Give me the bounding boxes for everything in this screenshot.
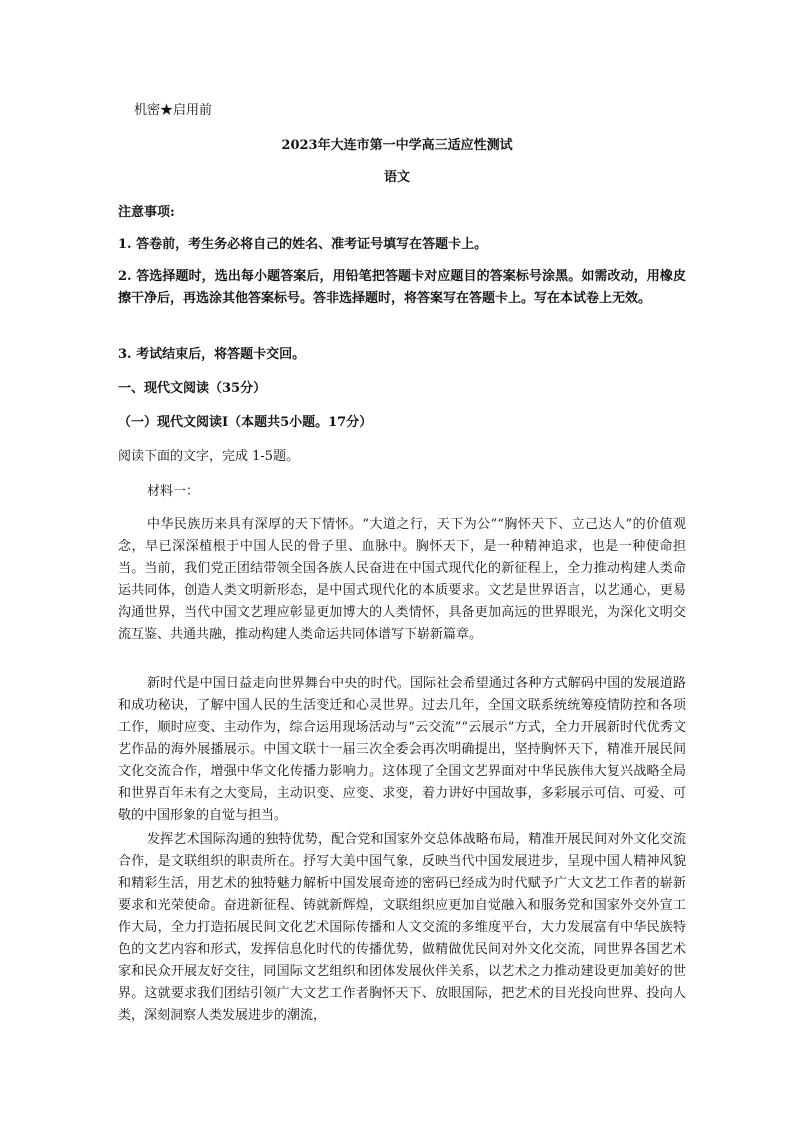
material-paragraph-3: 发挥艺术国际沟通的独特优势，配合党和国家外交总体战略布局，精准开展民间对外文化交流合作，是文联组织的职责所在。抒写大美中国气象，反映当代中国发展进步，呈现中国人精神风貌和精彩生活，用艺术的独特魅力解析中国发展奇迹的密码已经成为时代赋予广大文艺工作者的崭新要求和光荣使命。奋进新征程、铸就新辉煌，文联组织应更加自觉融入和服务党和国家外交外宣工作大局，全力打造拓展民间文化艺术国际传播和人文交流的多维度平台，大力发展富有中华民族特色的文艺内容和形式，发挥信息化时代的传播优势，做精做优民间对外文化交流，同世界各国艺术家和民众开展友好交往，同国际文艺组织和团体发展伙伴关系，以艺术之力推动建设更加美好的世界。这就要求我们团结引领广大文艺工作者胸怀天下、放眼国际，把艺术的目光投向世界、投向人类，深刻洞察人类发展进步的潮流， — [118, 832, 686, 1023]
section-subtitle: （一）现代文阅读Ⅰ（本题共5小题。17分） — [118, 415, 373, 430]
confidential-label: 机密★启用前 — [134, 103, 213, 118]
material-paragraph-2: 新时代是中国日益走向世界舞台中央的时代。国际社会希望通过各种方式解码中国的发展道路和成功秘诀，了解中国人民的生活变迁和心灵世界。过去几年，全国文联系统统筹疫情防控和各项工作，顺时应变、主动作为，综合运用现场活动与“云交流”“云展示”方式，全力开展新时代优秀文艺作品的海外展播展示。中国文联十一届三次全委会再次明确提出，坚持胸怀天下，精准开展民间文化交流合作，增强中华文化传播力影响力。这体现了全国文艺界面对中华民族伟大复兴战略全局和世界百年未有之大变局，主动识变、应变、求变，着力讲好中国故事，多彩展示可信、可爱、可敬的中国形象的自觉与担当。 — [118, 676, 686, 823]
reading-instruction: 阅读下面的文字，完成 1-5题。 — [118, 449, 300, 464]
notice-heading: 注意事项: — [118, 205, 175, 220]
material-paragraph-1: 中华民族历来具有深厚的天下情怀。“大道之行，天下为公”“胸怀天下、立己达人”的价值观念，早已深深植根于中国人民的骨子里、血脉中。胸怀天下，是一种精神追求，也是一种使命担当。当前，我们党正团结带领全国各族人民奋进在中国式现代化的新征程上，全力推动构建人类命运共同体，创造人类文明新形态，是中国式现代化的本质要求。文艺是世界语言，以艺通心，更易沟通世界，当代中国文艺理应彰显更加博大的人类情怀，具备更加高远的世界眼光，为深化文明交流互鉴、共通共融，推动构建人类命运共同体谱写下崭新篇章。 — [118, 517, 686, 642]
subject-title: 语文 — [383, 170, 410, 185]
notice-item-1: 1. 答卷前，考生务必将自己的姓名、准考证号填写在答题卡上。 — [118, 237, 488, 252]
material-label: 材料一： — [147, 484, 200, 499]
notice-item-3: 3. 考试结束后，将答题卡交回。 — [118, 347, 306, 362]
exam-title: 2023年大连市第一中学高三适应性测试 — [281, 138, 513, 153]
section-title: 一、现代文阅读（35分） — [118, 381, 267, 396]
notice-item-2: 2. 答选择题时，选出每小题答案后，用铅笔把答题卡对应题目的答案标号涂黑。如需改动，用橡皮擦干净后，再选涂其他答案标号。答非选择题时，将答案写在答题卡上。写在本试卷上无效。 — [118, 269, 686, 306]
